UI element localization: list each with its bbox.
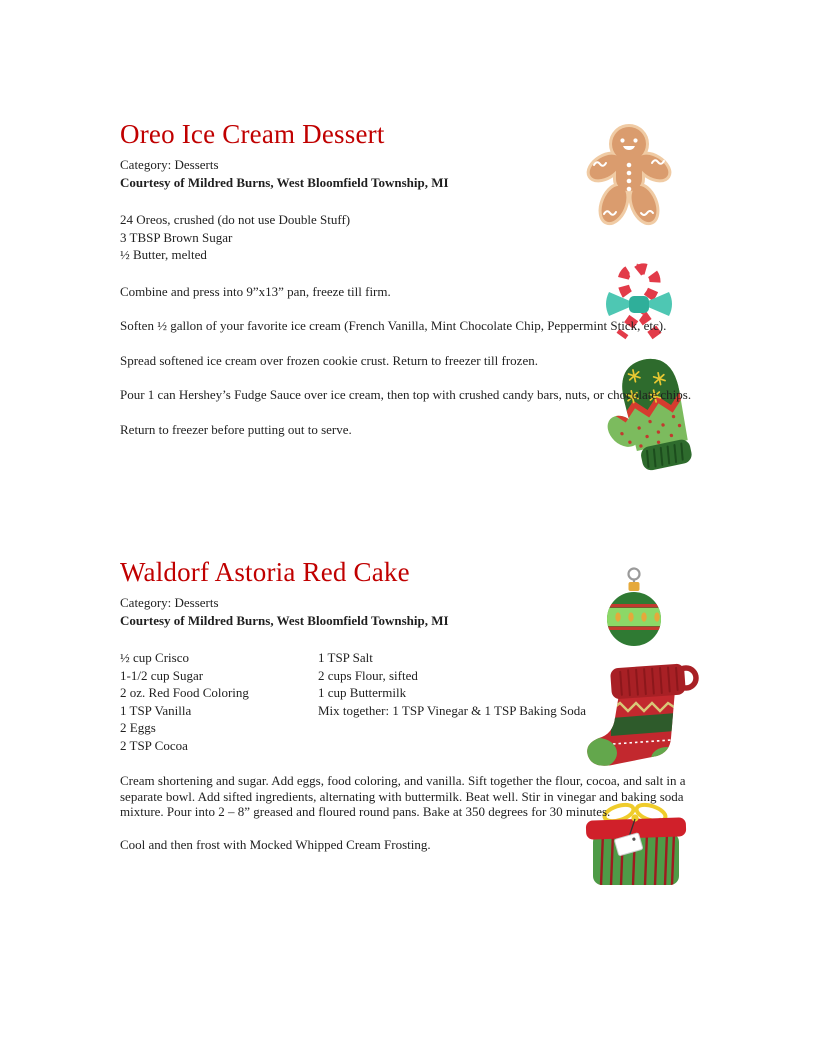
- ingredient-item: 2 oz. Red Food Coloring: [120, 685, 249, 700]
- recipe-title: Waldorf Astoria Red Cake: [120, 557, 410, 587]
- instruction-step: Return to freezer before putting out to serve.: [120, 421, 352, 437]
- ingredient-list: [120, 211, 720, 264]
- ingredient-item: 1 cup Buttermilk: [318, 685, 407, 700]
- instruction-step: Cream shortening and sugar. Add eggs, food coloring, and vanilla. Sift together the flour, cocoa, and salt in a separate bowl. Add sifted ingredients, alternating with buttermilk. Beat well. Stir in vinegar and baking soda mixture. Pour into 2 – 8” greased and floured round pans. Bake at 350 degrees for 30 minutes.: [120, 773, 686, 819]
- instruction-step: Combine and press into 9”x13” pan, freeze till firm.: [120, 283, 391, 299]
- recipe-oreo-ice-cream-dessert: [120, 119, 720, 438]
- recipe-courtesy: Courtesy of Mildred Burns, West Bloomfield Township, MI: [120, 612, 449, 628]
- ingredient-item: 1 TSP Vanilla: [120, 702, 192, 718]
- instruction-step: Pour 1 can Hershey’s Fudge Sauce over ice cream, then top with crushed candy bars, nuts, or chocolate chips.: [120, 387, 692, 402]
- ingredient-column-right: [318, 649, 720, 754]
- recipe-waldorf-astoria-red-cake: [120, 557, 720, 853]
- instruction-step: Spread softened ice cream over frozen cookie crust. Return to freezer till frozen.: [120, 352, 538, 368]
- ingredient-item: Mix together: 1 TSP Vinegar & 1 TSP Baking Soda: [318, 702, 587, 718]
- ingredient-item: 2 Eggs: [120, 720, 156, 735]
- ingredient-item: 3 TBSP Brown Sugar: [120, 229, 233, 245]
- ingredient-item: 1 TSP Salt: [318, 650, 373, 665]
- recipe-title: Oreo Ice Cream Dessert: [120, 119, 385, 149]
- instruction-step: Cool and then frost with Mocked Whipped Cream Frosting.: [120, 836, 431, 852]
- recipe-category: Category: Desserts: [120, 595, 219, 610]
- instruction-step: Soften ½ gallon of your favorite ice cream (French Vanilla, Mint Chocolate Chip, Peppermint Stick, etc).: [120, 318, 667, 333]
- ingredient-columns: [120, 649, 720, 754]
- ingredient-item: 2 TSP Cocoa: [120, 737, 188, 753]
- ingredient-item: 24 Oreos, crushed (do not use Double Stuff): [120, 212, 351, 227]
- ingredient-item: ½ Butter, melted: [120, 247, 207, 262]
- recipe-category: Category: Desserts: [120, 157, 219, 172]
- ingredient-item: ½ cup Crisco: [120, 650, 189, 665]
- ingredient-item: 2 cups Flour, sifted: [318, 667, 418, 683]
- ingredient-item: 1-1/2 cup Sugar: [120, 667, 204, 683]
- recipe-courtesy: Courtesy of Mildred Burns, West Bloomfield Township, MI: [120, 174, 449, 190]
- ingredient-column-left: [120, 649, 318, 754]
